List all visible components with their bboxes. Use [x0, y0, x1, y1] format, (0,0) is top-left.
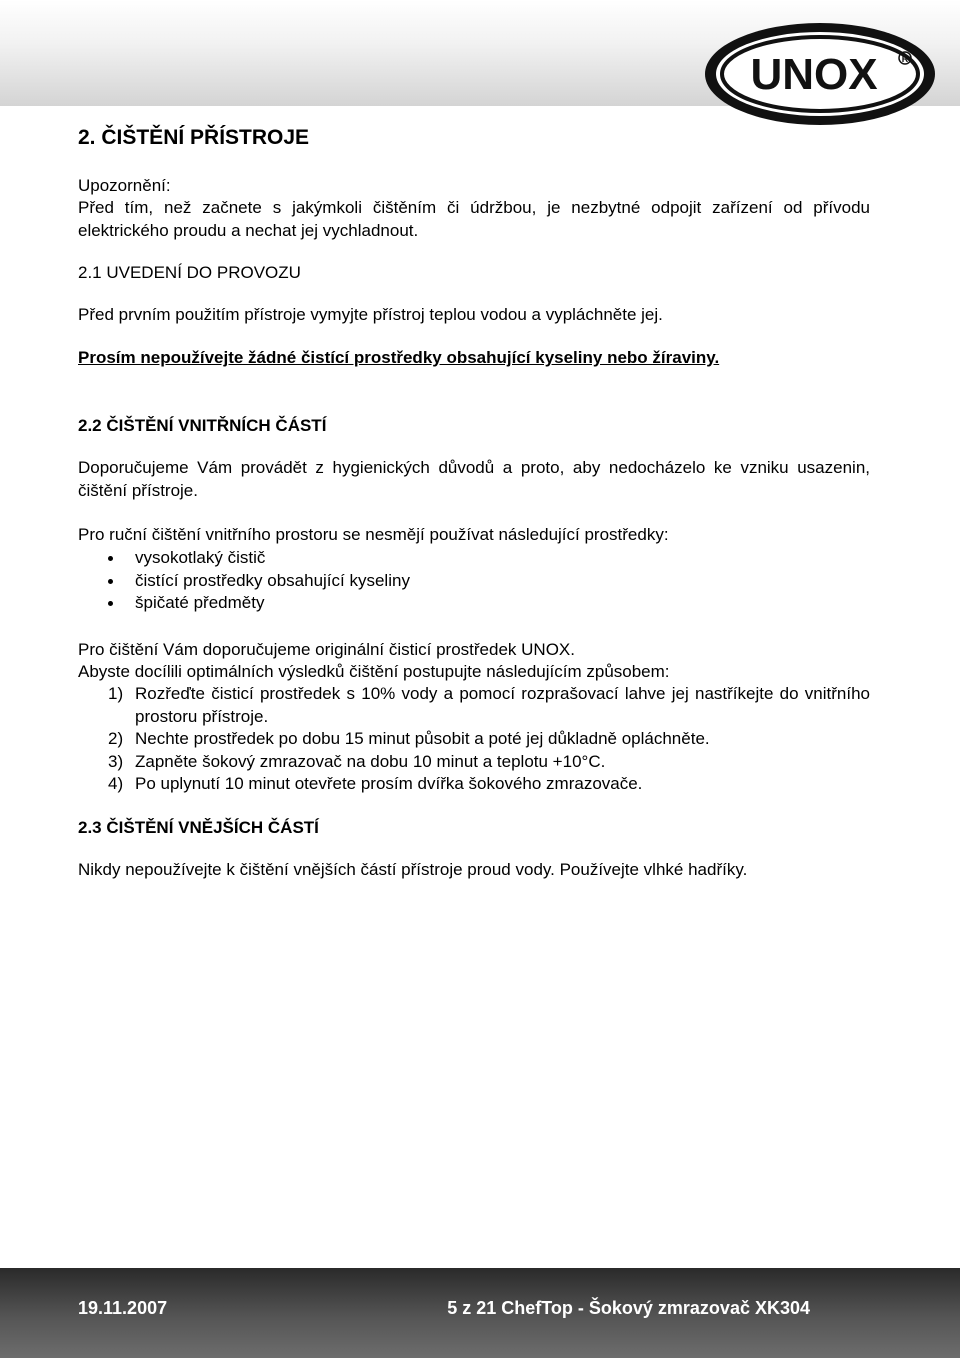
step-number: 3) — [108, 751, 124, 771]
footer-date: 19.11.2007 — [78, 1298, 168, 1318]
step-number: 1) — [108, 684, 124, 703]
footer-page-title: 5 z 21 ChefTop - Šokový zmrazovač XK304 — [447, 1298, 810, 1318]
note-text: Před tím, než začnete s jakýmkoli čištěním či údržbou, je nezbytné odpojit zařízení od přívodu elektrického proudu a nechat jej vychladnout. — [78, 198, 870, 240]
footer-bar — [0, 1268, 960, 1358]
section-title: 2. ČIŠTĚNÍ PŘÍSTROJE — [78, 126, 310, 149]
list-item — [78, 728, 870, 751]
heading-2-1: 2.1 UVEDENÍ DO PROVOZU — [78, 263, 301, 282]
step-text: Rozřeďte čisticí prostředek s 10% vody a pomocí rozprašovací lahve jej nastříkejte do vnitřního prostoru přístroje. — [135, 684, 870, 726]
heading-2-2: 2.2 ČIŠTĚNÍ VNITŘNÍCH ČÁSTÍ — [78, 416, 327, 435]
step-text: Zapněte šokový zmrazovač na dobu 10 minut a teplotu +10°C. — [135, 751, 606, 771]
step-number: 4) — [108, 774, 124, 793]
note-label: Upozornění: — [78, 176, 171, 195]
s22-intro: Doporučujeme Vám provádět z hygienických důvodů a proto, aby nedocházelo ke vzniku usazenin, čištění přístroje. — [78, 458, 870, 500]
s21-text: Před prvním použitím přístroje vymyjte přístroj teplou vodou a vypláchněte jej. — [78, 305, 663, 324]
unox-logo — [700, 18, 940, 130]
list-item — [78, 751, 870, 774]
list-item — [78, 683, 870, 728]
s22-forbidden-intro: Pro ruční čištění vnitřního prostoru se nesmějí používat následující prostředky: — [78, 525, 669, 544]
step-text: Nechte prostředek po dobu 15 minut působit a poté jej důkladně opláchněte. — [135, 729, 710, 748]
step-number: 2) — [108, 729, 124, 748]
s21-warning: Prosím nepoužívejte žádné čistící prostředky obsahující kyseliny nebo žíraviny. — [78, 348, 720, 367]
step-text: Po uplynutí 10 minut otevřete prosím dvířka šokového zmrazovače. — [135, 774, 643, 793]
list-item: špičaté předměty — [78, 592, 870, 615]
s22-steps-intro: Abyste docílili optimálních výsledků čištění postupujte následujícím způsobem: — [78, 662, 670, 681]
list-item: čistící prostředky obsahující kyseliny — [78, 570, 870, 593]
heading-2-3: 2.3 ČIŠTĚNÍ VNĚJŠÍCH ČÁSTÍ — [78, 818, 319, 837]
s22-recommend: Pro čištění Vám doporučujeme originální čisticí prostředek UNOX. — [78, 640, 575, 659]
list-item: vysokotlaký čistič — [78, 547, 870, 570]
logo-text: UNOX — [750, 50, 878, 99]
list-item — [78, 773, 870, 796]
forbidden-list — [78, 547, 870, 615]
svg-text:R: R — [901, 54, 909, 64]
steps-list — [78, 683, 870, 796]
s23-text: Nikdy nepoužívejte k čištění vnějších částí přístroje proud vody. Používejte vlhké hadříky. — [78, 860, 748, 879]
